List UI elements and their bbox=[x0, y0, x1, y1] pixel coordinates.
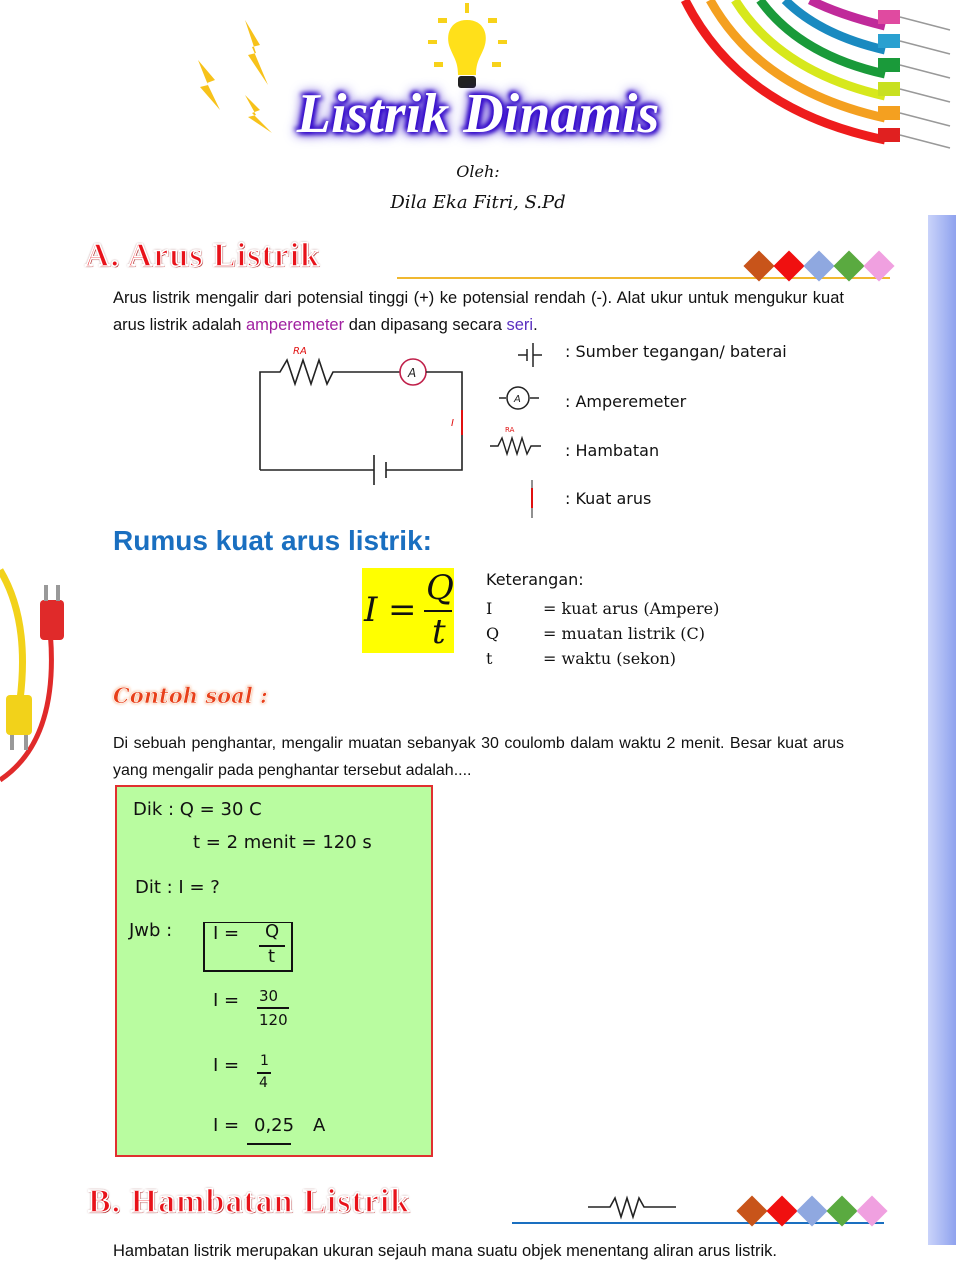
side-bar-decoration bbox=[928, 215, 956, 1245]
solution-dik: Dik : Q = 30 C bbox=[133, 799, 262, 820]
legend-current: : Kuat arus bbox=[565, 489, 652, 508]
ket-sym-q: Q bbox=[486, 624, 500, 643]
section-b-heading: B. Hambatan Listrik bbox=[88, 1183, 411, 1220]
svg-text:RA: RA bbox=[505, 426, 515, 434]
legend-resistor: : Hambatan bbox=[565, 441, 660, 460]
solution-formula-num: Q bbox=[265, 921, 280, 942]
ket-desc-i: = kuat arus (Ampere) bbox=[543, 599, 720, 618]
formula-denominator: t bbox=[432, 612, 446, 652]
example-text: Di sebuah penghantar, mengalir muatan sebanyak 30 coulomb dalam waktu 2 menit. Besar kuat arus yang mengalir pada penghantar tersebut adalah.... bbox=[113, 735, 844, 779]
step3-lhs: I = bbox=[213, 1115, 240, 1136]
legend-battery: : Sumber tegangan/ baterai bbox=[565, 342, 787, 361]
step2-den: 4 bbox=[259, 1075, 268, 1091]
formula-lhs: I bbox=[364, 590, 378, 630]
formula-equals: = bbox=[388, 590, 417, 630]
solution-formula-lhs: I = bbox=[213, 923, 240, 944]
step2-lhs: I = bbox=[213, 1055, 240, 1076]
ket-desc-q: = muatan listrik (C) bbox=[543, 624, 706, 643]
formula-box bbox=[362, 568, 454, 653]
solution-box bbox=[115, 785, 433, 1157]
current-arrow-icon bbox=[524, 478, 540, 520]
battery-icon bbox=[515, 340, 545, 370]
solution-jwb: Jwb : bbox=[129, 920, 173, 941]
formula-numerator: Q bbox=[426, 568, 454, 608]
resistor-symbol-icon bbox=[588, 1195, 678, 1221]
circuit-diagram bbox=[255, 340, 470, 495]
formula-heading: Rumus kuat arus listrik: bbox=[113, 525, 432, 556]
ket-desc-t: = waktu (sekon) bbox=[543, 649, 677, 668]
section-a-heading: A. Arus Listrik bbox=[85, 237, 321, 274]
solution-formula-den: t bbox=[268, 946, 276, 967]
legend-ammeter: : Amperemeter bbox=[565, 392, 687, 411]
keterangan-title: Keterangan: bbox=[486, 570, 584, 589]
lightbulb-icon bbox=[420, 0, 515, 95]
circuit-resistor-label: RA bbox=[293, 346, 307, 357]
author-name: Dila Eka Fitri, S.Pd bbox=[390, 192, 566, 213]
step2-num: 1 bbox=[260, 1053, 269, 1069]
ammeter-icon bbox=[497, 384, 541, 412]
solution-dik-t: t = 2 menit = 120 s bbox=[193, 832, 372, 853]
step1-num: 30 bbox=[259, 987, 279, 1005]
divider bbox=[512, 1222, 884, 1224]
step3-value: 0,25 bbox=[254, 1115, 295, 1136]
document-title: Listrik Dinamis bbox=[296, 83, 660, 145]
svg-text:A: A bbox=[514, 394, 521, 405]
step1-den: 120 bbox=[259, 1011, 288, 1029]
intro-paragraph: Arus listrik mengalir dari potensial tinggi (+) ke potensial rendah (-). Alat ukur untuk mengukur kuat arus listrik adalah amperemeter dan dipasang secara seri. bbox=[113, 289, 844, 334]
circuit-ammeter-label: A bbox=[408, 366, 417, 380]
highlight-amperemeter: amperemeter bbox=[245, 316, 345, 334]
highlight-seri: seri bbox=[506, 316, 534, 334]
section-b-paragraph: Hambatan listrik merupakan ukuran sejauh mana suatu objek menentang aliran arus listrik. bbox=[113, 1242, 778, 1260]
circuit-current-label: I bbox=[451, 418, 454, 429]
ket-sym-i: I bbox=[486, 599, 493, 618]
step1-lhs: I = bbox=[213, 990, 240, 1011]
by-label: Oleh: bbox=[456, 162, 500, 181]
solution-dit: Dit : I = ? bbox=[135, 877, 220, 898]
resistor-icon bbox=[488, 424, 543, 460]
example-heading: Contoh soal : bbox=[113, 683, 268, 708]
plug-icon bbox=[0, 560, 70, 790]
ket-sym-t: t bbox=[486, 649, 493, 668]
step3-unit: A bbox=[313, 1115, 326, 1136]
